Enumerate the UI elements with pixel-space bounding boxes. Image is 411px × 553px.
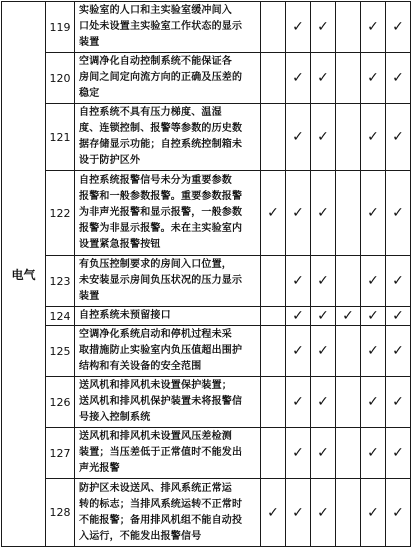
check-mark-icon: ✓: [292, 308, 304, 324]
description-line: 空调净化系统启动和停机过程未采: [79, 329, 232, 340]
check-cell: [386, 104, 411, 171]
check-cell: [286, 326, 311, 377]
check-cell: [336, 256, 361, 307]
item-description: [75, 171, 261, 256]
item-number: 125: [46, 326, 75, 377]
check-cell: [336, 307, 361, 326]
table-row: [2, 377, 411, 428]
description-line: 送风机和排风机未设置保护装置；: [79, 380, 232, 391]
table-row: [2, 479, 411, 547]
check-cell: [361, 479, 386, 547]
description-line: 防护区未设送风、排风系统正常运: [79, 482, 232, 494]
check-cell: [286, 171, 311, 256]
table-body: [2, 2, 411, 547]
check-cell: [336, 2, 361, 53]
check-mark-icon: ✓: [367, 70, 379, 86]
item-description: [75, 326, 261, 377]
check-mark-icon: ✓: [267, 504, 279, 521]
check-mark-icon: ✓: [367, 343, 379, 359]
check-mark-icon: ✓: [292, 273, 304, 289]
check-mark-icon: ✓: [292, 394, 304, 410]
check-mark-icon: ✓: [317, 19, 329, 35]
item-number: 127: [46, 428, 75, 479]
item-description: [75, 53, 261, 104]
check-mark-icon: ✓: [392, 504, 404, 521]
check-mark-icon: ✓: [392, 343, 404, 359]
description-line: 结构和有关设备的安全范围: [79, 361, 202, 372]
check-cell: [361, 256, 386, 307]
check-mark-icon: ✓: [367, 129, 379, 145]
check-cell: [386, 2, 411, 53]
check-cell: [336, 479, 361, 547]
check-cell: [386, 256, 411, 307]
check-cell: [311, 377, 336, 428]
item-number: 121: [46, 104, 75, 171]
check-mark-icon: ✓: [292, 129, 304, 145]
item-description: [75, 428, 261, 479]
description-line: 装置；当压差低于正常值时不能发出: [79, 447, 243, 458]
check-cell: [311, 53, 336, 104]
check-cell: [311, 479, 336, 547]
table-row: [2, 428, 411, 479]
table-row: [2, 326, 411, 377]
description-line: 转的标志；当排风系统运转不正常时: [79, 498, 243, 510]
check-cell: [261, 326, 286, 377]
check-cell: [261, 428, 286, 479]
description-line: 不能报警；备用排风机组不能自动投: [79, 514, 243, 526]
check-cell: [286, 2, 311, 53]
description-line: 未安装显示房间负压状况的压力显示: [79, 275, 243, 286]
check-mark-icon: ✓: [367, 308, 379, 324]
item-number: 128: [46, 479, 75, 547]
check-cell: [261, 479, 286, 547]
check-cell: [386, 53, 411, 104]
check-cell: [361, 326, 386, 377]
check-mark-icon: ✓: [317, 273, 329, 289]
check-cell: [386, 428, 411, 479]
check-mark-icon: ✓: [342, 308, 354, 324]
check-mark-icon: ✓: [367, 273, 379, 289]
check-cell: [336, 377, 361, 428]
item-description: [75, 2, 261, 53]
description-line: 设置紧急报警按钮: [79, 239, 161, 250]
check-cell: [361, 377, 386, 428]
item-number: 120: [46, 53, 75, 104]
check-mark-icon: ✓: [317, 308, 329, 324]
check-cell: [261, 53, 286, 104]
check-cell: [261, 171, 286, 256]
check-mark-icon: ✓: [392, 129, 404, 145]
check-cell: [311, 2, 336, 53]
check-cell: [286, 428, 311, 479]
inspection-table: [1, 1, 411, 547]
check-cell: [386, 307, 411, 326]
check-cell: [361, 104, 386, 171]
check-cell: [286, 479, 311, 547]
check-mark-icon: ✓: [292, 343, 304, 359]
description-line: 房间之间定向流方向的正确及压差的: [79, 72, 243, 83]
description-line: 报警和一般参数报警。重要参数报警: [79, 191, 243, 202]
check-mark-icon: ✓: [367, 19, 379, 35]
description-line: 据存储显示功能；自控系统控制箱未: [79, 139, 243, 150]
check-cell: [386, 479, 411, 547]
description-line: 空调净化自动控制系统不能保证各: [79, 56, 232, 67]
description-line: 稳定: [79, 88, 100, 99]
description-line: 自控系统不具有压力梯度、温湿: [79, 107, 222, 118]
check-mark-icon: ✓: [317, 129, 329, 145]
check-mark-icon: ✓: [292, 70, 304, 86]
item-number: 119: [46, 2, 75, 53]
check-mark-icon: ✓: [367, 504, 379, 521]
check-mark-icon: ✓: [292, 504, 304, 521]
check-cell: [336, 326, 361, 377]
check-cell: [386, 171, 411, 256]
check-cell: [286, 377, 311, 428]
check-cell: [311, 104, 336, 171]
check-cell: [286, 104, 311, 171]
table-row: [2, 53, 411, 104]
description-line: 报警为非显示报警。未在主实验室内: [79, 223, 243, 234]
check-mark-icon: ✓: [367, 394, 379, 410]
check-mark-icon: ✓: [392, 19, 404, 35]
check-cell: [261, 307, 286, 326]
description-line: 声光报警: [79, 463, 120, 474]
check-cell: [261, 2, 286, 53]
category-cell: 电气: [2, 2, 46, 547]
table-row: [2, 171, 411, 256]
description-line: 度、连锁控制、报警等参数的历史数: [79, 123, 243, 134]
check-mark-icon: ✓: [392, 70, 404, 86]
check-cell: [311, 307, 336, 326]
check-mark-icon: ✓: [317, 394, 329, 410]
description-line: 装置: [79, 37, 100, 48]
check-cell: [361, 428, 386, 479]
description-line: 口处未设置主实验室工作状态的显示: [79, 21, 243, 32]
description-line: 取措施防止实验室内负压值超出围护: [79, 345, 243, 356]
description-line: 装置: [79, 291, 100, 302]
check-mark-icon: ✓: [367, 445, 379, 461]
description-line: 自控系统未预留接口: [79, 310, 171, 321]
check-cell: [386, 326, 411, 377]
check-cell: [336, 428, 361, 479]
check-cell: [311, 428, 336, 479]
check-mark-icon: ✓: [317, 205, 329, 221]
check-cell: [336, 104, 361, 171]
table-row: [2, 104, 411, 171]
check-mark-icon: ✓: [392, 273, 404, 289]
item-number: 124: [46, 307, 75, 326]
check-cell: [336, 171, 361, 256]
check-cell: [361, 307, 386, 326]
table-row: [2, 2, 411, 53]
check-mark-icon: ✓: [292, 445, 304, 461]
check-mark-icon: ✓: [317, 445, 329, 461]
description-line: 有负压控制要求的房间入口位置，: [79, 259, 232, 270]
item-description: [75, 377, 261, 428]
check-cell: [361, 2, 386, 53]
check-cell: [336, 53, 361, 104]
check-cell: [261, 104, 286, 171]
check-mark-icon: ✓: [317, 70, 329, 86]
check-cell: [361, 53, 386, 104]
check-cell: [386, 377, 411, 428]
check-cell: [261, 256, 286, 307]
description-line: 号接入控制系统: [79, 412, 151, 423]
item-description: [75, 479, 261, 547]
check-cell: [261, 377, 286, 428]
check-mark-icon: ✓: [392, 308, 404, 324]
description-line: 入运行，不能发出报警信号: [79, 530, 202, 542]
description-line: 为非声光报警和显示报警，一般参数: [79, 207, 243, 218]
check-cell: [286, 53, 311, 104]
item-description: [75, 256, 261, 307]
check-mark-icon: ✓: [317, 504, 329, 521]
description-line: 实验室的人口和主实验室缓冲间入: [79, 5, 232, 16]
item-number: 123: [46, 256, 75, 307]
check-mark-icon: ✓: [367, 205, 379, 221]
check-mark-icon: ✓: [292, 205, 304, 221]
description-line: 自控系统报警信号未分为重要参数: [79, 175, 232, 186]
check-mark-icon: ✓: [392, 205, 404, 221]
check-mark-icon: ✓: [392, 394, 404, 410]
check-cell: [311, 326, 336, 377]
check-cell: [286, 256, 311, 307]
check-mark-icon: ✓: [392, 445, 404, 461]
item-description: [75, 307, 261, 326]
table-row: [2, 307, 411, 326]
description-line: 设于防护区外: [79, 155, 141, 166]
item-number: 126: [46, 377, 75, 428]
check-cell: [361, 171, 386, 256]
check-mark-icon: ✓: [292, 19, 304, 35]
table-row: [2, 256, 411, 307]
check-mark-icon: ✓: [267, 205, 279, 221]
description-line: 送风机和排风机未设置风压差检测: [79, 431, 232, 442]
item-description: [75, 104, 261, 171]
check-cell: [311, 171, 336, 256]
check-cell: [311, 256, 336, 307]
description-line: 送风机和排风机保护装置未将报警信: [79, 396, 243, 407]
check-mark-icon: ✓: [317, 343, 329, 359]
check-cell: [286, 307, 311, 326]
item-number: 122: [46, 171, 75, 256]
